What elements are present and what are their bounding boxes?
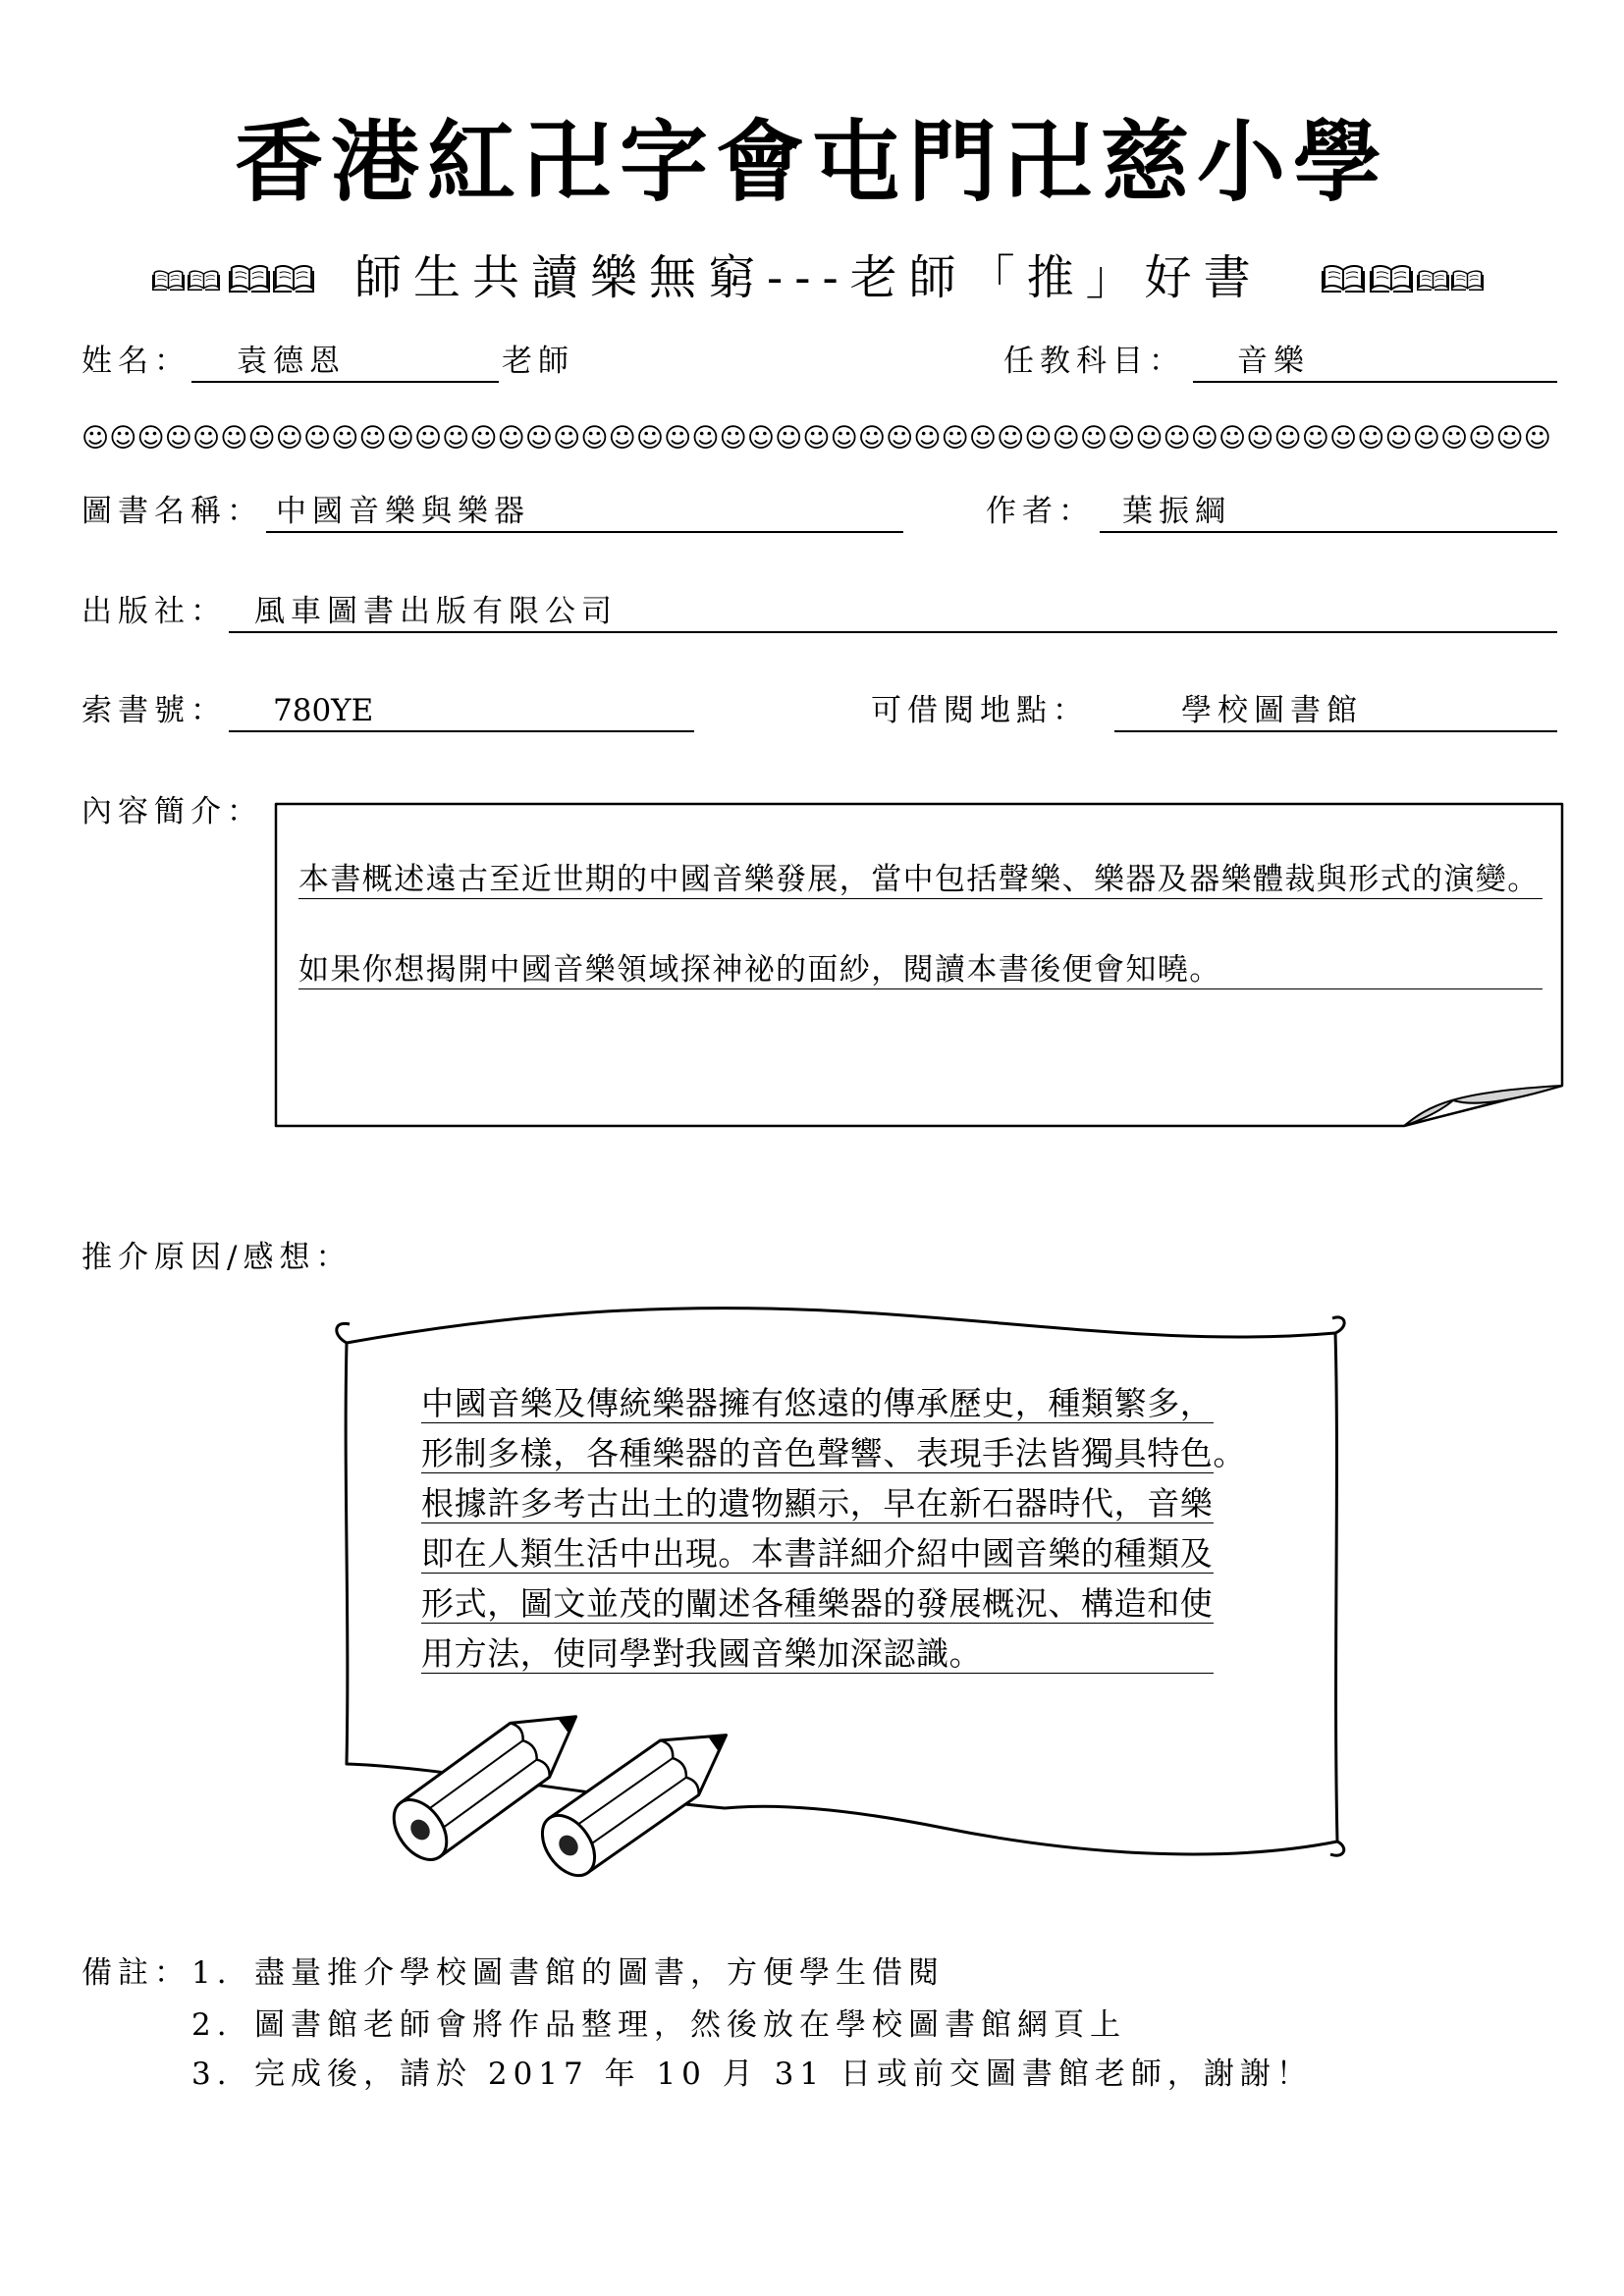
recommendation-line: 根據許多考古出土的遺物顯示，早在新石器時代，音樂: [421, 1484, 1214, 1522]
scroll-curl: [1332, 1317, 1344, 1333]
note-text: 圖書館老師會將作品整理，然後放在學校圖書館網頁上: [254, 2007, 1126, 2043]
form-subtitle: 師生共讀樂無窮---老師「推」好書: [354, 250, 1263, 305]
recommendation-line: 形制多樣，各種樂器的音色聲響、表現手法皆獨具特色。: [421, 1434, 1246, 1472]
author-label: 作者：: [986, 494, 1095, 529]
smiley-divider-glyphs: ☺☺☺☺☺☺☺☺☺☺☺☺☺☺☺☺☺☺☺☺☺☺☺☺☺☺☺☺☺☺☺☺☺☺☺☺☺☺☺☺☺☺☺☺☺☺☺☺☺☺☺☺☺: [81, 423, 1551, 454]
summary-label: 內容簡介：: [81, 794, 263, 829]
smiley-divider: [81, 421, 1551, 456]
publisher-label: 出版社：: [81, 594, 227, 629]
teacher-title-suffix: 老師: [502, 344, 574, 379]
summary-line: 如果你想揭開中國音樂領域探神祕的面紗，閱讀本書後便會知曉。: [298, 952, 1543, 989]
teacher-name-field: [191, 342, 499, 383]
location-label: 可借閱地點：: [871, 693, 1089, 728]
open-book-icon: [1322, 263, 1365, 293]
open-book-icon: [1417, 269, 1449, 291]
book-title-value: 中國音樂與樂器: [276, 494, 530, 529]
recommendation-label: 推介原因/感想：: [81, 1240, 352, 1275]
recommendation-line: 用方法，使同學對我國音樂加深認識。: [421, 1636, 1214, 1674]
open-book-icon: [188, 269, 220, 291]
subject-field: [1193, 342, 1557, 383]
subject-label: 任教科目：: [1003, 344, 1185, 379]
school-name-title: 香港紅卍字會屯門卍慈小學: [235, 110, 1389, 214]
book-title-label: 圖書名稱：: [81, 494, 263, 529]
note-number: 2.: [191, 2007, 233, 2043]
scroll-curl: [337, 1323, 350, 1343]
open-book-icon: [1370, 263, 1413, 293]
note-number: 3.: [191, 2056, 233, 2092]
call-number-field: [229, 691, 694, 732]
teacher-name-label: 姓名：: [81, 344, 190, 379]
teacher-name-value: 袁德恩: [237, 344, 346, 379]
note-text: 盡量推介學校圖書館的圖書，方便學生借閱: [254, 1955, 945, 1991]
location-field: [1114, 691, 1557, 732]
open-book-icon: [229, 263, 270, 293]
author-value: 葉振綱: [1122, 494, 1231, 529]
publisher-field: [229, 592, 1557, 633]
summary-line: 本書概述遠古至近世期的中國音樂發展，當中包括聲樂、樂器及器樂體裁與形式的演變。: [298, 862, 1543, 899]
book-title-field: [266, 492, 903, 533]
open-book-icon: [1451, 269, 1484, 291]
note-text: 完成後，請於 2017 年 10 月 31 日或前交圖書館老師，謝謝！: [254, 2056, 1313, 2092]
open-book-icon: [273, 263, 314, 293]
open-book-icon: [152, 269, 185, 291]
author-field: [1100, 492, 1557, 533]
recommendation-line: 形式，圖文並茂的闡述各種樂器的發展概況、構造和使: [421, 1584, 1214, 1623]
notes-label: 備註：: [81, 1955, 190, 1991]
recommendation-line: 即在人類生活中出現。本書詳細介紹中國音樂的種類及: [421, 1534, 1214, 1573]
call-number-label: 索書號：: [81, 693, 227, 728]
recommendation-line: 中國音樂及傳統樂器擁有悠遠的傳承歷史，種類繁多，: [421, 1384, 1214, 1422]
note-number: 1.: [191, 1955, 233, 1991]
location-value: 學校圖書館: [1181, 693, 1363, 728]
call-number-value: 780YE: [273, 693, 374, 728]
publisher-value: 風車圖書出版有限公司: [254, 594, 618, 629]
subject-value: 音樂: [1237, 344, 1310, 379]
